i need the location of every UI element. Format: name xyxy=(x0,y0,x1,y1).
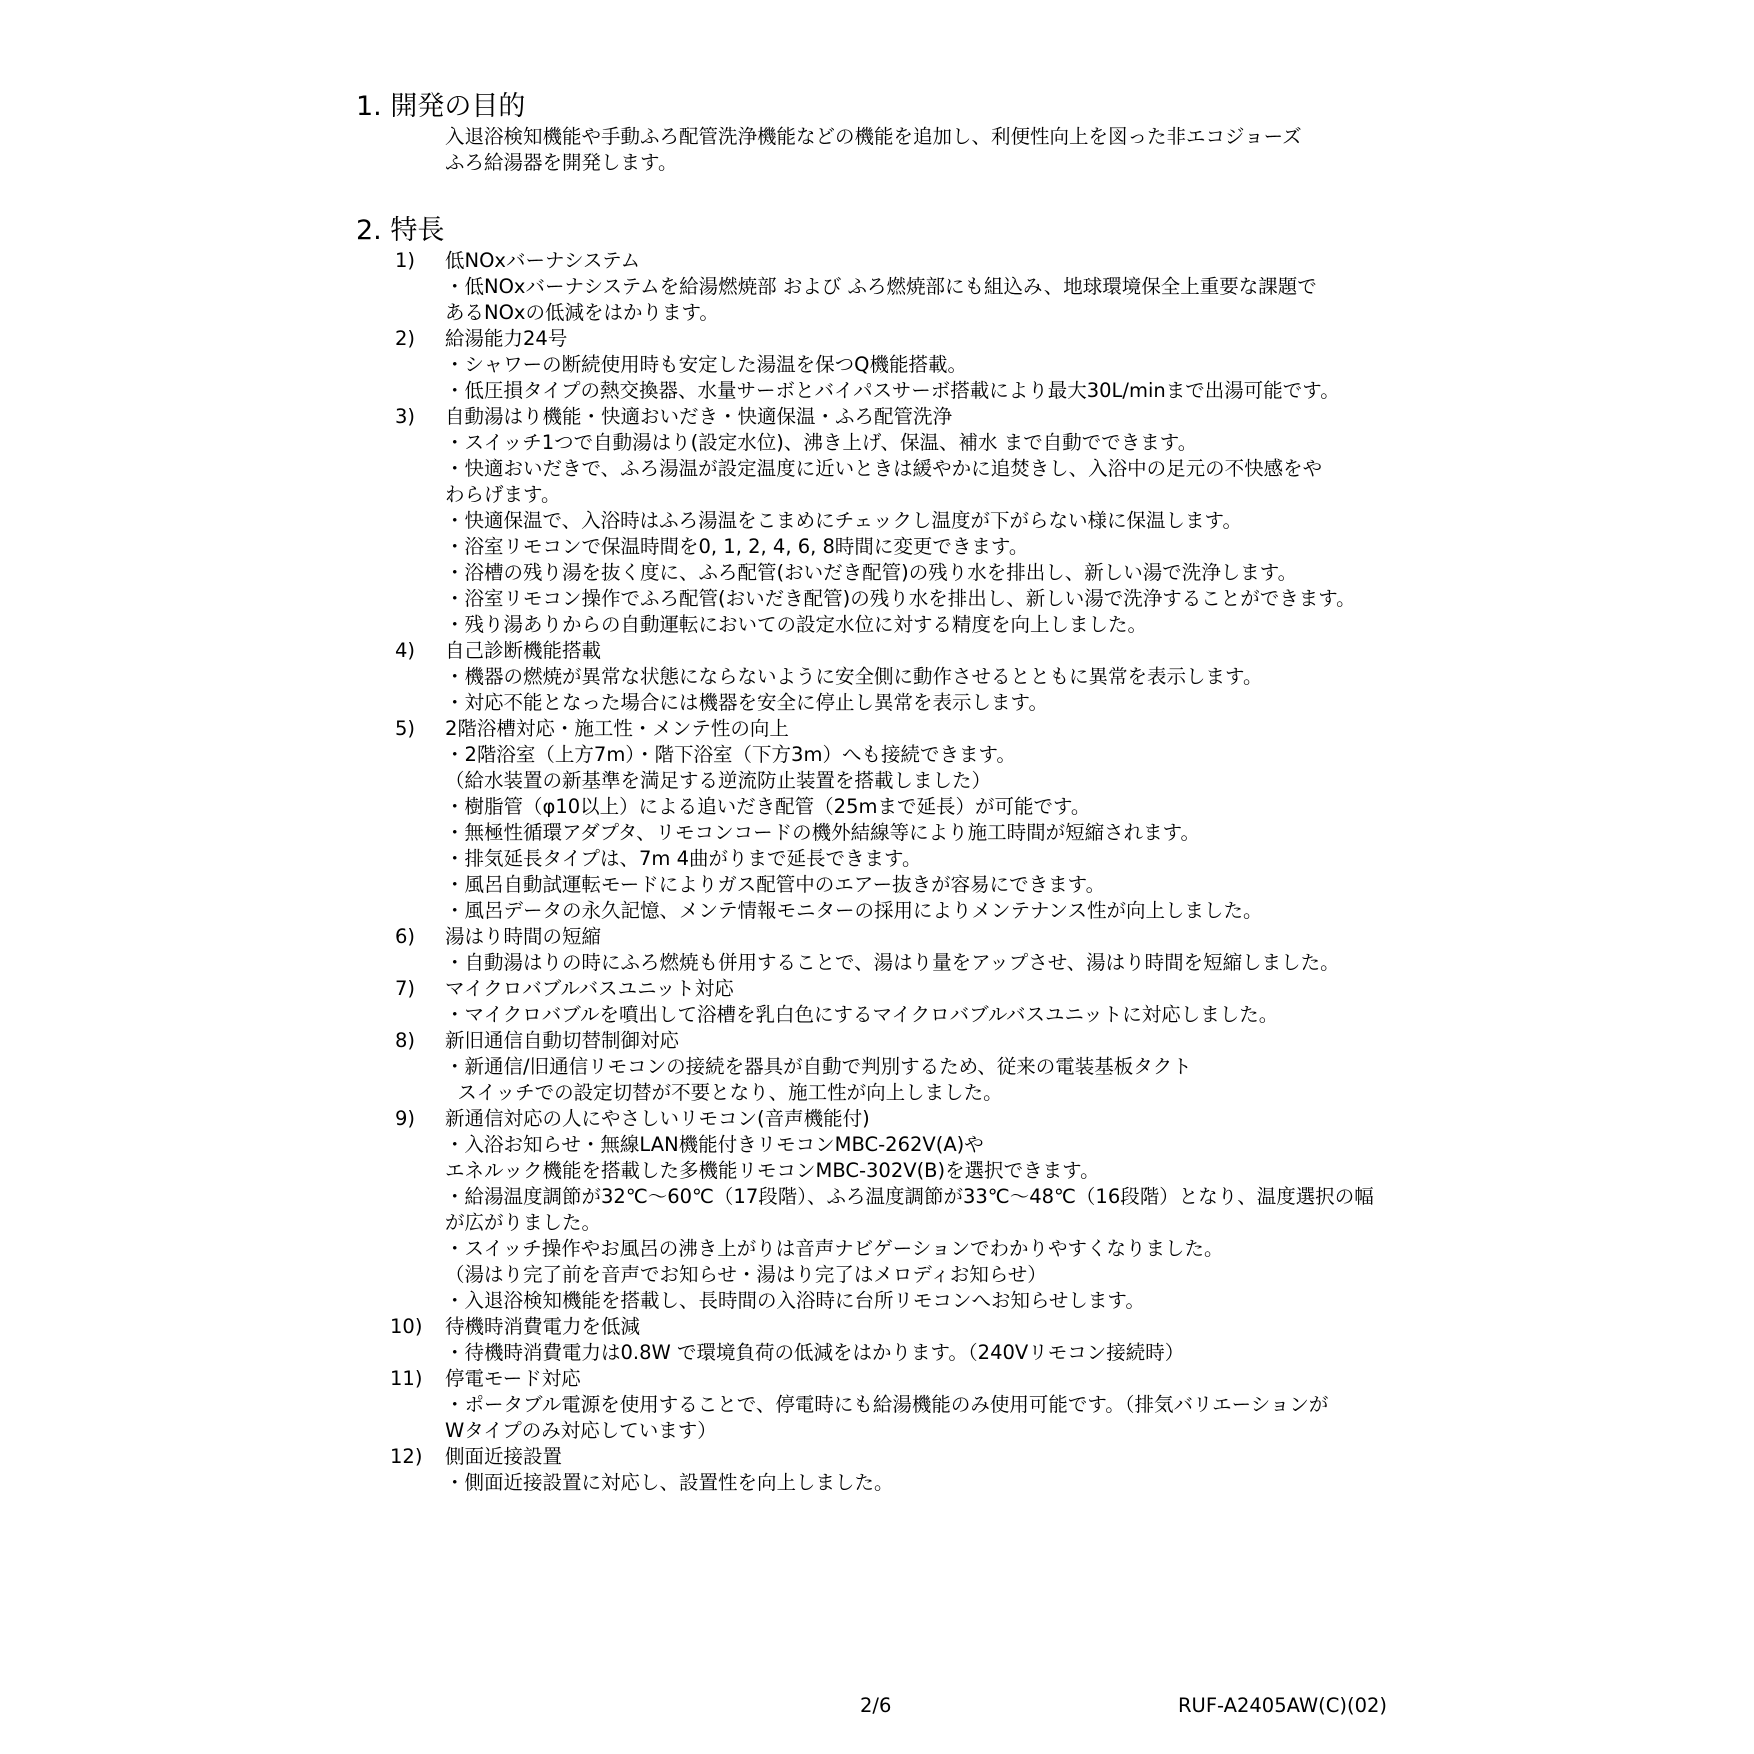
item-line: ・自動湯はりの時にふろ燃焼も併用することで、湯はり量をアップさせ、湯はり時間を短縮しました。 xyxy=(445,951,1340,974)
item-line: ・新通信/旧通信リモコンの接続を器具が自動で判別するため、従来の電装基板タクト xyxy=(445,1055,1192,1078)
feature-item xyxy=(0,638,1754,664)
feature-item xyxy=(0,404,1754,430)
item-title: 待機時消費電力を低減 xyxy=(445,1315,641,1338)
item-line: ・浴室リモコンで保温時間を0, 1, 2, 4, 6, 8時間に変更できます。 xyxy=(445,535,1029,558)
page-number: 2/6 xyxy=(860,1694,892,1717)
item-line: ・浴槽の残り湯を抜く度に、ふろ配管(おいだき配管)の残り水を排出し、新しい湯で洗浄します。 xyxy=(445,561,1298,584)
item-number: 9) xyxy=(395,1107,416,1130)
item-title: 新通信対応の人にやさしいリモコン(音声機能付) xyxy=(445,1107,870,1130)
item-number: 8) xyxy=(395,1029,416,1052)
feature-item xyxy=(0,1314,1754,1340)
item-line: スイッチでの設定切替が不要となり、施工性が向上しました。 xyxy=(445,1081,1003,1104)
item-number: 3) xyxy=(395,405,416,428)
item-number: 5) xyxy=(395,717,416,740)
item-line: ・給湯温度調節が32℃～60℃（17段階）、ふろ温度調節が33℃～48℃（16段階）となり、温度選択の幅 xyxy=(445,1185,1374,1208)
feature-item xyxy=(0,1028,1754,1054)
item-title: マイクロバブルバスユニット対応 xyxy=(445,977,734,1000)
item-number: 4) xyxy=(395,639,416,662)
item-line: ・風呂データの永久記憶、メンテ情報モニターの採用によりメンテナンス性が向上しました。 xyxy=(445,899,1263,922)
item-title: 側面近接設置 xyxy=(445,1445,563,1468)
item-line: （湯はり完了前を音声でお知らせ・湯はり完了はメロディお知らせ） xyxy=(445,1263,1047,1286)
document-code: RUF-A2405AW(C)(02) xyxy=(1178,1694,1388,1717)
item-line: ・快適保温で、入浴時はふろ湯温をこまめにチェックし温度が下がらない様に保温します。 xyxy=(445,509,1242,532)
item-line: ・低圧損タイプの熱交換器、水量サーボとバイパスサーボ搭載により最大30L/minまで出湯可能です。 xyxy=(445,379,1340,402)
item-line: ・無極性循環アダプタ、リモコンコードの機外結線等により施工時間が短縮されます。 xyxy=(445,821,1201,844)
feature-item xyxy=(0,924,1754,950)
section-2-heading: 2. 特長 xyxy=(356,215,445,246)
item-line: ・風呂自動試運転モードによりガス配管中のエアー抜きが容易にできます。 xyxy=(445,873,1106,896)
item-line: ・低NOxバーナシステムを給湯燃焼部 および ふろ燃焼部にも組込み、地球環境保全上重要な課題で xyxy=(445,275,1317,298)
item-line: ・待機時消費電力は0.8W で環境負荷の低減をはかります。（240Vリモコン接続時） xyxy=(445,1341,1185,1364)
feature-item xyxy=(0,976,1754,1002)
item-line: あるNOxの低減をはかります。 xyxy=(445,301,719,324)
item-title: 給湯能力24号 xyxy=(445,327,568,350)
item-title: 2階浴槽対応・施工性・メンテ性の向上 xyxy=(445,717,789,740)
item-title: 自己診断機能搭載 xyxy=(445,639,602,662)
item-title: 湯はり時間の短縮 xyxy=(445,925,602,948)
feature-item xyxy=(0,248,1754,274)
item-line: ・入浴お知らせ・無線LAN機能付きリモコンMBC-262V(A)や xyxy=(445,1133,984,1156)
item-number: 7) xyxy=(395,977,416,1000)
item-line: ・マイクロバブルを噴出して浴槽を乳白色にするマイクロバブルバスユニットに対応しました。 xyxy=(445,1003,1279,1026)
feature-item xyxy=(0,326,1754,352)
item-number: 2) xyxy=(395,327,416,350)
item-line: ・排気延長タイプは、7m 4曲がりまで延長できます。 xyxy=(445,847,922,870)
item-title: 低NOxバーナシステム xyxy=(445,249,641,272)
item-line: わらげます。 xyxy=(445,483,561,506)
item-line: （給水装置の新基準を満足する逆流防止装置を搭載しました） xyxy=(445,769,992,792)
item-number: 1) xyxy=(395,249,416,272)
section-1-heading: 1. 開発の目的 xyxy=(356,91,526,122)
item-number: 6) xyxy=(395,925,416,948)
item-line: ・スイッチ操作やお風呂の沸き上がりは音声ナビゲーションでわかりやすくなりました。 xyxy=(445,1237,1224,1260)
item-line: ・快適おいだきで、ふろ湯温が設定温度に近いときは緩やかに追焚きし、入浴中の足元の不快感をや xyxy=(445,457,1323,480)
feature-item xyxy=(0,1366,1754,1392)
item-line: エネルック機能を搭載した多機能リモコンMBC-302V(B)を選択できます。 xyxy=(445,1159,1100,1182)
item-title: 新旧通信自動切替制御対応 xyxy=(445,1029,680,1052)
item-number: 11) xyxy=(390,1367,423,1390)
feature-item xyxy=(0,1444,1754,1470)
item-line: ・樹脂管（φ10以上）による追いだき配管（25mまで延長）が可能です。 xyxy=(445,795,1091,818)
section-1-paragraph-line: ふろ給湯器を開発します。 xyxy=(445,151,678,174)
item-line: ・ポータブル電源を使用することで、停電時にも給湯機能のみ使用可能です。（排気バリエーションが xyxy=(445,1393,1329,1416)
item-line: ・対応不能となった場合には機器を安全に停止し異常を表示します。 xyxy=(445,691,1048,714)
feature-item xyxy=(0,1106,1754,1132)
item-line: ・機器の燃焼が異常な状態にならないように安全側に動作させるとともに異常を表示します。 xyxy=(445,665,1263,688)
item-title: 自動湯はり機能・快適おいだき・快適保温・ふろ配管洗浄 xyxy=(445,405,953,428)
item-line: Wタイプのみ対応しています） xyxy=(445,1419,717,1442)
item-line: ・シャワーの断続使用時も安定した湯温を保つQ機能搭載。 xyxy=(445,353,967,376)
item-line: ・2階浴室（上方7m）・階下浴室（下方3m）へも接続できます。 xyxy=(445,743,1016,766)
item-line: ・入退浴検知機能を搭載し、長時間の入浴時に台所リモコンへお知らせします。 xyxy=(445,1289,1145,1312)
item-line: ・スイッチ1つで自動湯はり(設定水位)、沸き上げ、保温、補水 まで自動でできます。 xyxy=(445,431,1198,454)
item-line: ・残り湯ありからの自動運転においての設定水位に対する精度を向上しました。 xyxy=(445,613,1148,636)
item-number: 10) xyxy=(390,1315,423,1338)
section-1-paragraph-line: 入退浴検知機能や手動ふろ配管洗浄機能などの機能を追加し、利便性向上を図った非エコジョーズ xyxy=(445,125,1302,148)
item-line: ・側面近接設置に対応し、設置性を向上しました。 xyxy=(445,1471,894,1494)
item-line: ・浴室リモコン操作でふろ配管(おいだき配管)の残り水を排出し、新しい湯で洗浄することができます。 xyxy=(445,587,1356,610)
feature-item xyxy=(0,716,1754,742)
item-title: 停電モード対応 xyxy=(445,1367,581,1390)
item-number: 12) xyxy=(390,1445,423,1468)
item-line: が広がりました。 xyxy=(445,1211,602,1234)
